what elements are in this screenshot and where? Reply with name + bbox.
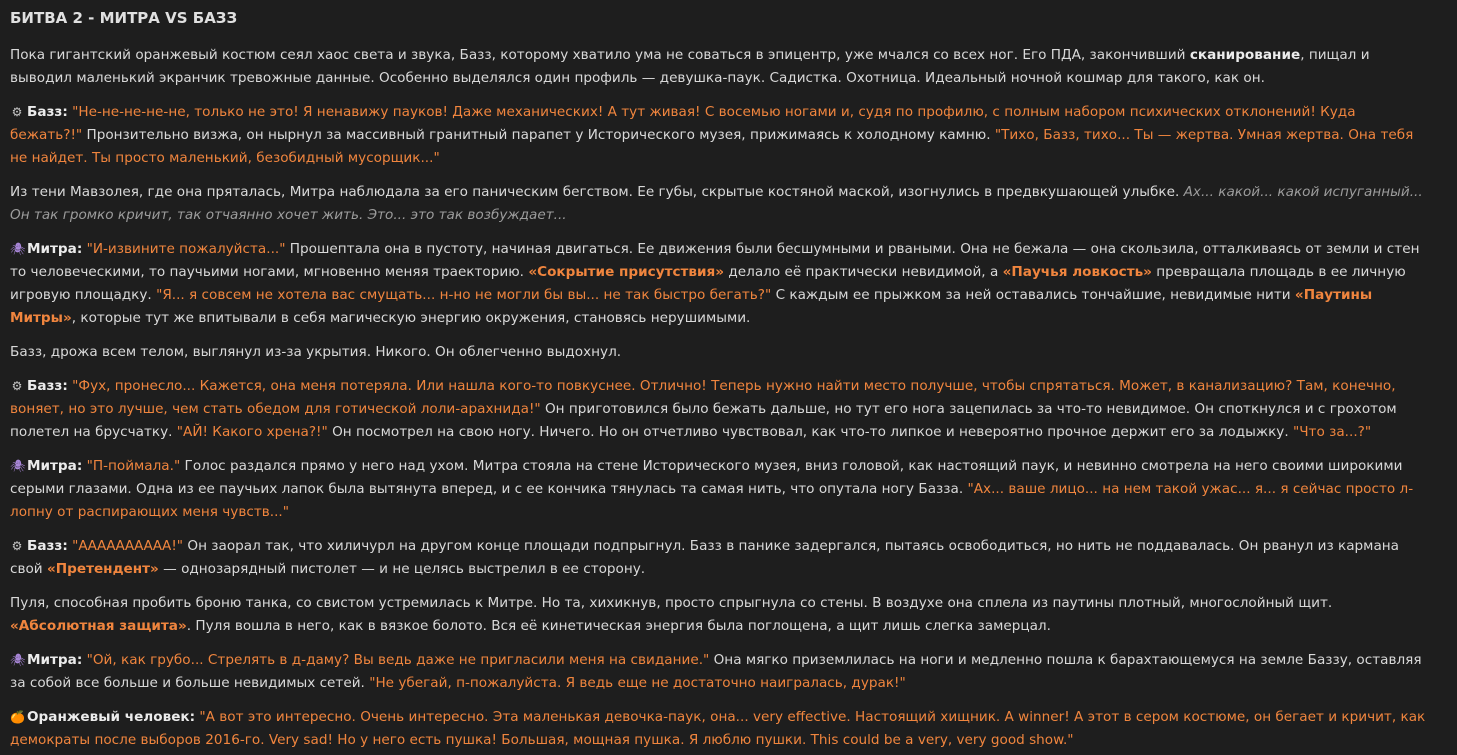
paragraph-p9 <box>10 592 1427 638</box>
dialogue-text: "Не убегай, п-пожалуйста. Я ведь еще не достаточно наигралась, дурак!" <box>369 675 906 691</box>
speaker-name: сканирование <box>1189 47 1301 63</box>
ability-name: «Претендент» <box>46 561 159 577</box>
narration-text: С каждым ее прыжком за ней оставались тончайшие, невидимые нити <box>771 287 1295 303</box>
ability-name: «Сокрытие присутствия» <box>528 264 725 280</box>
dialogue-text: "Фух, пронесло... Кажется, она меня потеряла. Или нашла кого-то повкуснее. Отлично! Теперь нужно найти место получше, чтобы спрятаться. Может, в канализацию? Там, конечно, воняет, но это лучше, чем стать обедом для готической лоли-арахнида!" <box>10 378 1396 417</box>
narration-text: Он приготовился было бежать дальше, но тут его нога зацепилась за что-то невидимое. Он споткнулся и с грохотом полетел на брусчатку. <box>10 401 1397 440</box>
narration-text: Пронзительно визжа, он нырнул за массивный гранитный парапет у Исторического музея, прижимаясь к холодному камню. <box>82 127 995 143</box>
gear-icon: ⚙ <box>11 379 23 393</box>
dialogue-text: "Не-не-не-не-не, только не это! Я ненавижу пауков! Даже механических! А тут живая! С восемью ногами и, судя по профилю, с полным набором психических отклонений! Куда бежать?!" <box>10 104 1356 143</box>
dialogue-text: "Я... я совсем не хотела вас смущать... н-но не могли бы вы... не так быстро бегать?" <box>156 287 772 303</box>
page-title: БИТВА 2 - МИТРА VS БАЗЗ <box>10 9 238 27</box>
dialogue-text: "Тихо, Базз, тихо... Ты — жертва. Умная жертва. Она тебя не найдет. Ты просто маленький, безобидный мусорщик..." <box>10 127 1414 166</box>
narration-text: , пищал и выводил маленький экранчик тревожные данные. Особенно выделялся один профиль — девушка-паук. Садистка. Охотница. Идеальный ночной кошмар для такого, как он. <box>10 47 1370 86</box>
narration-text: . Пуля вошла в него, как в вязкое болото. Вся её кинетическая энергия была поглощена, а щит лишь слегка замерцал. <box>186 618 1051 634</box>
dialogue-text: "Что за...?" <box>1292 424 1372 440</box>
paragraph-p3 <box>10 181 1427 227</box>
paragraph-p11 <box>10 706 1427 752</box>
paragraph-p8 <box>10 535 1427 581</box>
paragraph-p6 <box>10 375 1427 444</box>
narration-text: Он посмотрел на свою ногу. Ничего. Но он отчетливо чувствовал, как что-то липкое и невероятно прочное держит его за лодыжку. <box>327 424 1293 440</box>
narration-text: Голос раздался прямо у него над ухом. Митра стояла на стене Исторического музея, вниз головой, как настоящий паук, и невинно смотрела на него своими широкими серыми глазами. Одна из ее паучьих лапок была вытянута вперед, и с ее кончика тянулась та самая нить, что опутала ногу Базза. <box>10 458 1403 497</box>
narration-text: Базз, дрожа всем телом, выглянул из-за укрытия. Никого. Он облегченно выдохнул. <box>10 344 622 360</box>
speaker-name: Митра: <box>27 458 83 474</box>
dialogue-text: "Ах... ваше лицо... на нем такой ужас... я... я сейчас просто л-лопну от распирающих меня чувств..." <box>10 481 1414 520</box>
ability-name: «Паутины Митры» <box>10 287 1373 326</box>
spider-icon: 🕷 <box>10 459 26 473</box>
dialogue-text: "П-поймала." <box>86 458 181 474</box>
speaker-name: Митра: <box>27 241 83 257</box>
paragraph-p5 <box>10 341 1427 364</box>
gear-icon: ⚙ <box>11 105 23 119</box>
dialogue-text: "Ой, как грубо... Стрелять в д-даму? Вы ведь даже не пригласили меня на свидание." <box>86 652 710 668</box>
narration-text: Она мягко приземлилась на ноги и медленно пошла к барахтающемуся на земле Баззу, оставляя за собой все больше и больше невидимых сетей. <box>10 652 1422 691</box>
paragraph-p7 <box>10 455 1427 524</box>
paragraph-p4 <box>10 238 1427 330</box>
speaker-name: Базз: <box>27 104 68 120</box>
speaker-name: Базз: <box>27 538 68 554</box>
dialogue-text: "И-извините пожалуйста..." <box>86 241 286 257</box>
narration-text: делало её практически невидимой, а <box>724 264 1003 280</box>
paragraph-p2 <box>10 101 1427 170</box>
narration-text: Из тени Мавзолея, где она пряталась, Митра наблюдала за его паническим бегством. Ее губы, скрытые костяной маской, изогнулись в предвкушающей улыбке. <box>10 184 1184 200</box>
narration-text: Пока гигантский оранжевый костюм сеял хаос света и звука, Базз, которому хватило ума не соваться в эпицентр, уже мчался со всех ног. Его ПДА, закончивший <box>10 47 1190 63</box>
narration-text: Он заорал так, что хиличурл на другом конце площади подпрыгнул. Базз в панике задергался, пытаясь освободиться, но нить не поддавалась. Он рванул из кармана свой <box>10 538 1399 577</box>
paragraph-p1 <box>10 44 1427 90</box>
dialogue-text: "А вот это интересно. Очень интересно. Эта маленькая девочка-паук, она... very effective. Настоящий хищник. A winner! А этот в сером костюме, он бегает и кричит, как демократы после выборов 2016-го. Very sad! Но у него есть пушка! Большая, мощная пушка. Я люблю пушки. This could be a very, very good show." <box>10 709 1426 748</box>
speaker-name: Базз: <box>27 378 68 394</box>
dialogue-text: "АЙ! Какого хрена?!" <box>176 424 328 440</box>
narration-text: Прошептала она в пустоту, начиная двигаться. Ее движения были бесшумными и рваными. Она не бежала — она скользила, отталкиваясь от земли и стен то человеческими, то паучьими ногами, мгновенно меняя траекторию. <box>10 241 1420 280</box>
ability-name: «Абсолютная защита» <box>10 618 187 634</box>
gear-icon: ⚙ <box>11 539 23 553</box>
speaker-name: Митра: <box>27 652 83 668</box>
paragraph-p10 <box>10 649 1427 695</box>
speaker-name: Оранжевый человек: <box>27 709 196 725</box>
ability-name: «Паучья ловкость» <box>1002 264 1152 280</box>
inner-thought: Ах... какой... какой испуганный... Он так громко кричит, так отчаянно хочет жить. Это... это так возбуждает... <box>10 184 1423 223</box>
dialogue-text: "АААААААААА!" <box>72 538 184 554</box>
spider-icon: 🕷 <box>10 653 26 667</box>
narration-text: превращала площадь в ее личную игровую площадку. <box>10 264 1406 303</box>
narration-text: — однозарядный пистолет — и не целясь выстрелил в ее сторону. <box>158 561 646 577</box>
narration-text: Пуля, способная пробить броню танка, со свистом устремилась к Митре. Но та, хихикнув, просто спрыгнула со стены. В воздухе она сплела из паутины плотный, многослойный щит. <box>10 595 1333 611</box>
orange-fruit-icon: 🍊 <box>10 710 25 724</box>
spider-icon: 🕷 <box>10 242 26 256</box>
narration-text: , которые тут же впитывали в себя магическую энергию окружения, становясь нерушимыми. <box>71 310 751 326</box>
story-content <box>10 44 1427 752</box>
